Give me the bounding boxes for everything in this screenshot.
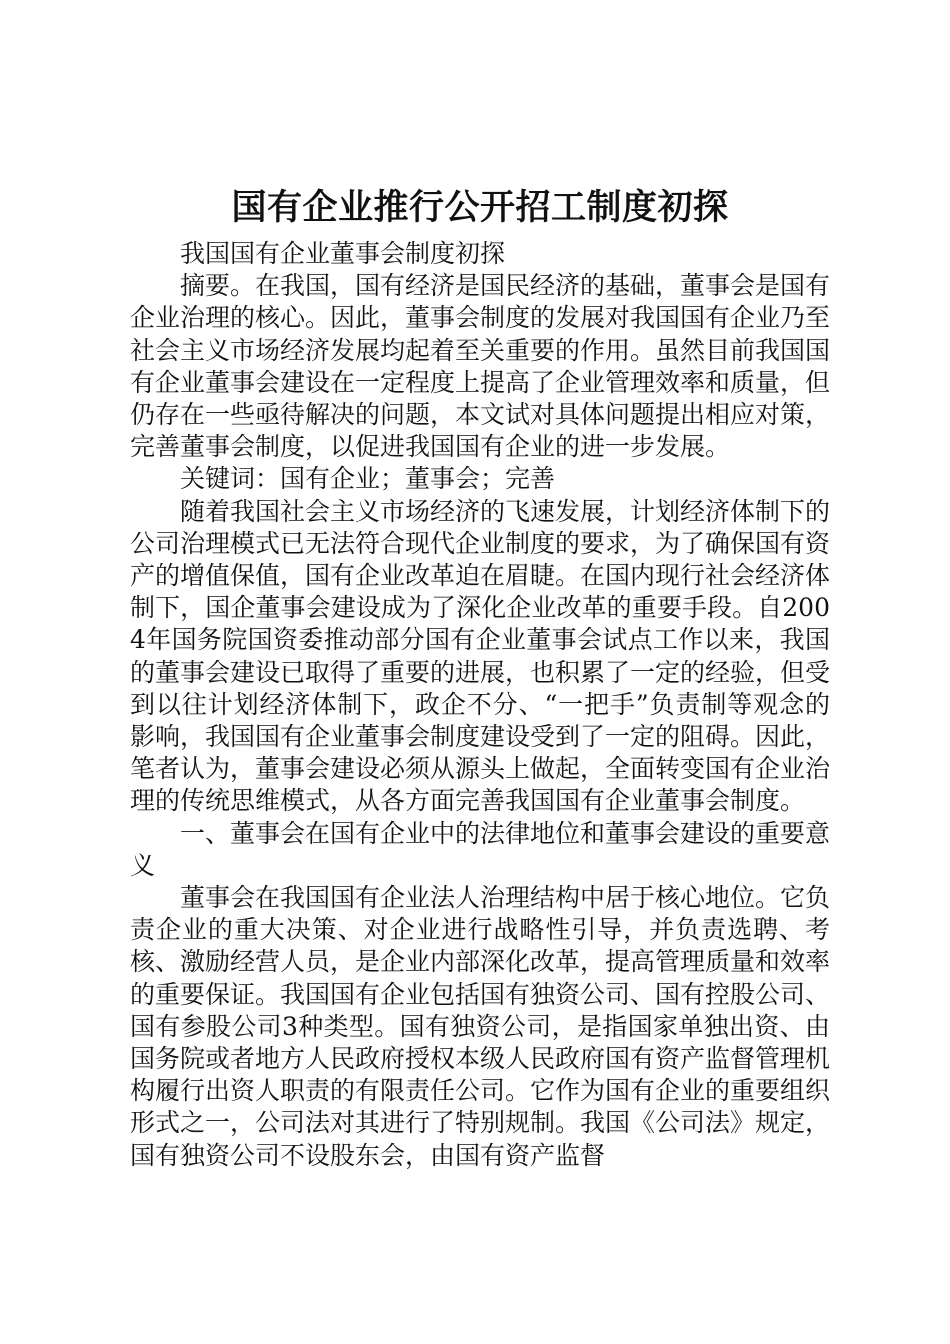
abstract-paragraph: 摘要。在我国，国有经济是国民经济的基础，董事会是国有企业治理的核心。因此，董事会制度的发展对我国国有企业乃至社会主义市场经济发展均起着至关重要的作用。虽然目前我国国有企业董事会建设在一定程度上提高了企业管理效率和质量，但仍存在一些亟待解决的问题，本文试对具体问题提出相应对策，完善董事会制度，以促进我国国有企业的进一步发展。 bbox=[130, 271, 831, 462]
intro-paragraph: 随着我国社会主义市场经济的飞速发展，计划经济体制下的公司治理模式已无法符合现代企业制度的要求，为了确保国有资产的增值保值，国有企业改革迫在眉睫。在国内现行社会经济体制下，国企董事会建设成为了深化企业改革的重要手段。自2004年国务院国资委推动部分国有企业董事会试点工作以来，我国的董事会建设已取得了重要的进展，也积累了一定的经验，但受到以往计划经济体制下，政企不分、“一把手”负责制等观念的影响，我国国有企业董事会制度建设受到了一定的阻碍。因此，笔者认为，董事会建设必须从源头上做起，全面转变国有企业治理的传统思维模式，从各方面完善我国国有企业董事会制度。 bbox=[130, 496, 831, 816]
document-page bbox=[130, 178, 830, 1172]
keywords-paragraph: 关键词：国有企业；董事会；完善 bbox=[180, 464, 556, 494]
section-heading: 一、董事会在国有企业中的法律地位和董事会建设的重要意义 bbox=[130, 818, 831, 880]
subtitle-paragraph: 我国国有企业董事会制度初探 bbox=[180, 239, 506, 268]
body-paragraph: 董事会在我国国有企业法人治理结构中居于核心地位。它负责企业的重大决策、对企业进行战略性引导，并负责选聘、考核、激励经营人员，是企业内部深化改革，提高管理质量和效率的重要保证。我国国有企业包括国有独资公司、国有控股公司、国有参股公司3种类型。国有独资公司，是指国家单独出资、由国务院或者地方人民政府授权本级人民政府国有资产监督管理机构履行出资人职责的有限责任公司。它作为国有企业的重要组织形式之一，公司法对其进行了特别规制。我国《公司法》规定，国有独资公司不设股东会，由国有资产监督 bbox=[130, 883, 831, 1170]
document-title: 国有企业推行公开招工制度初探 bbox=[231, 188, 729, 228]
